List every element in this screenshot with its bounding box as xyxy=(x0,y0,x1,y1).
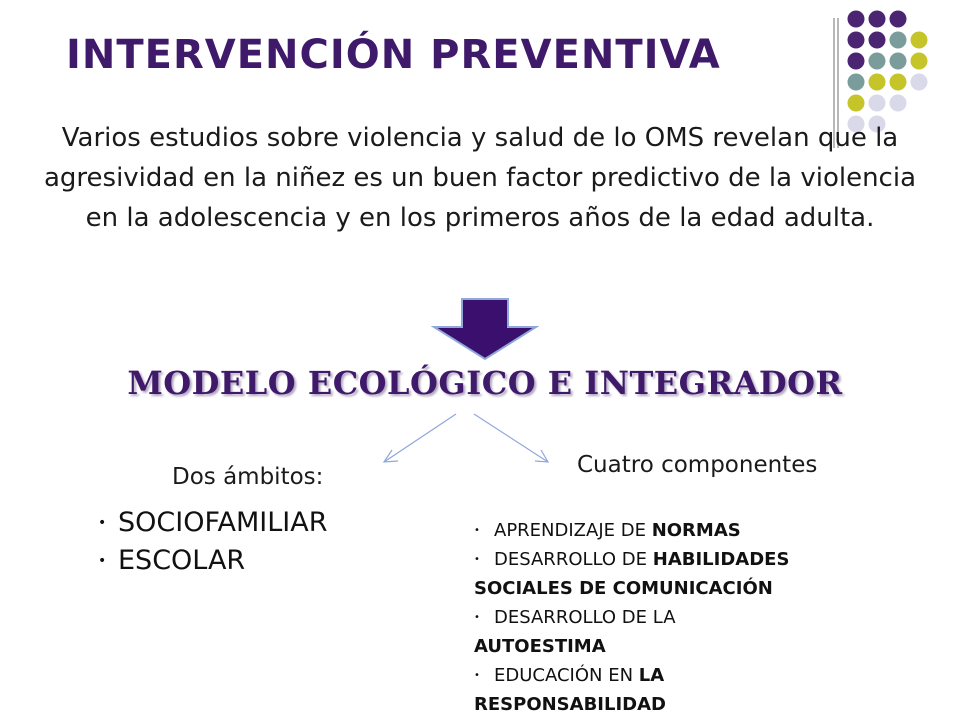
component-text: EDUCACIÓN EN xyxy=(494,665,639,686)
component-text: DESARROLLO DE LA xyxy=(494,607,676,628)
bullet-icon: • xyxy=(98,553,107,569)
list-item xyxy=(474,603,944,661)
list-item xyxy=(474,661,944,719)
bullet-icon: • xyxy=(474,670,480,681)
slide-title: INTERVENCIÓN PREVENTIVA xyxy=(66,32,721,78)
component-continuation: SOCIALES DE COMUNICACIÓN xyxy=(474,578,773,599)
intro-paragraph: Varios estudios sobre violencia y salud de lo OMS revelan que la agresividad en la niñez es un buen factor predictivo de la violencia en la adolescencia y en los primeros años de la edad adulta. xyxy=(43,123,917,233)
component-text: DESARROLLO DE xyxy=(494,549,653,570)
component-continuation: RESPONSABILIDAD xyxy=(474,694,666,715)
ambitos-list xyxy=(98,504,327,580)
ambito-label: SOCIOFAMILIAR xyxy=(118,507,328,538)
bullet-icon: • xyxy=(474,525,480,536)
list-item xyxy=(98,542,327,580)
component-emphasis: LA xyxy=(638,665,665,686)
component-emphasis: NORMAS xyxy=(651,520,741,541)
components-list xyxy=(474,516,944,719)
bullet-icon: • xyxy=(474,612,480,623)
left-branch-label: Dos ámbitos: xyxy=(172,464,324,490)
right-branch-label: Cuatro componentes xyxy=(577,452,818,478)
branch-line-left xyxy=(384,414,456,462)
list-item xyxy=(98,504,327,542)
bullet-icon: • xyxy=(98,515,107,531)
bullet-icon: • xyxy=(474,554,480,565)
model-title: MODELO ECOLÓGICO E INTEGRADOR xyxy=(127,364,843,402)
list-item xyxy=(474,545,944,603)
component-text: APRENDIZAJE DE xyxy=(494,520,652,541)
list-item xyxy=(474,516,944,545)
ambito-label: ESCOLAR xyxy=(118,545,246,576)
branch-line-right xyxy=(474,414,548,462)
component-continuation: AUTOESTIMA xyxy=(474,636,606,657)
component-emphasis: HABILIDADES xyxy=(652,549,790,570)
